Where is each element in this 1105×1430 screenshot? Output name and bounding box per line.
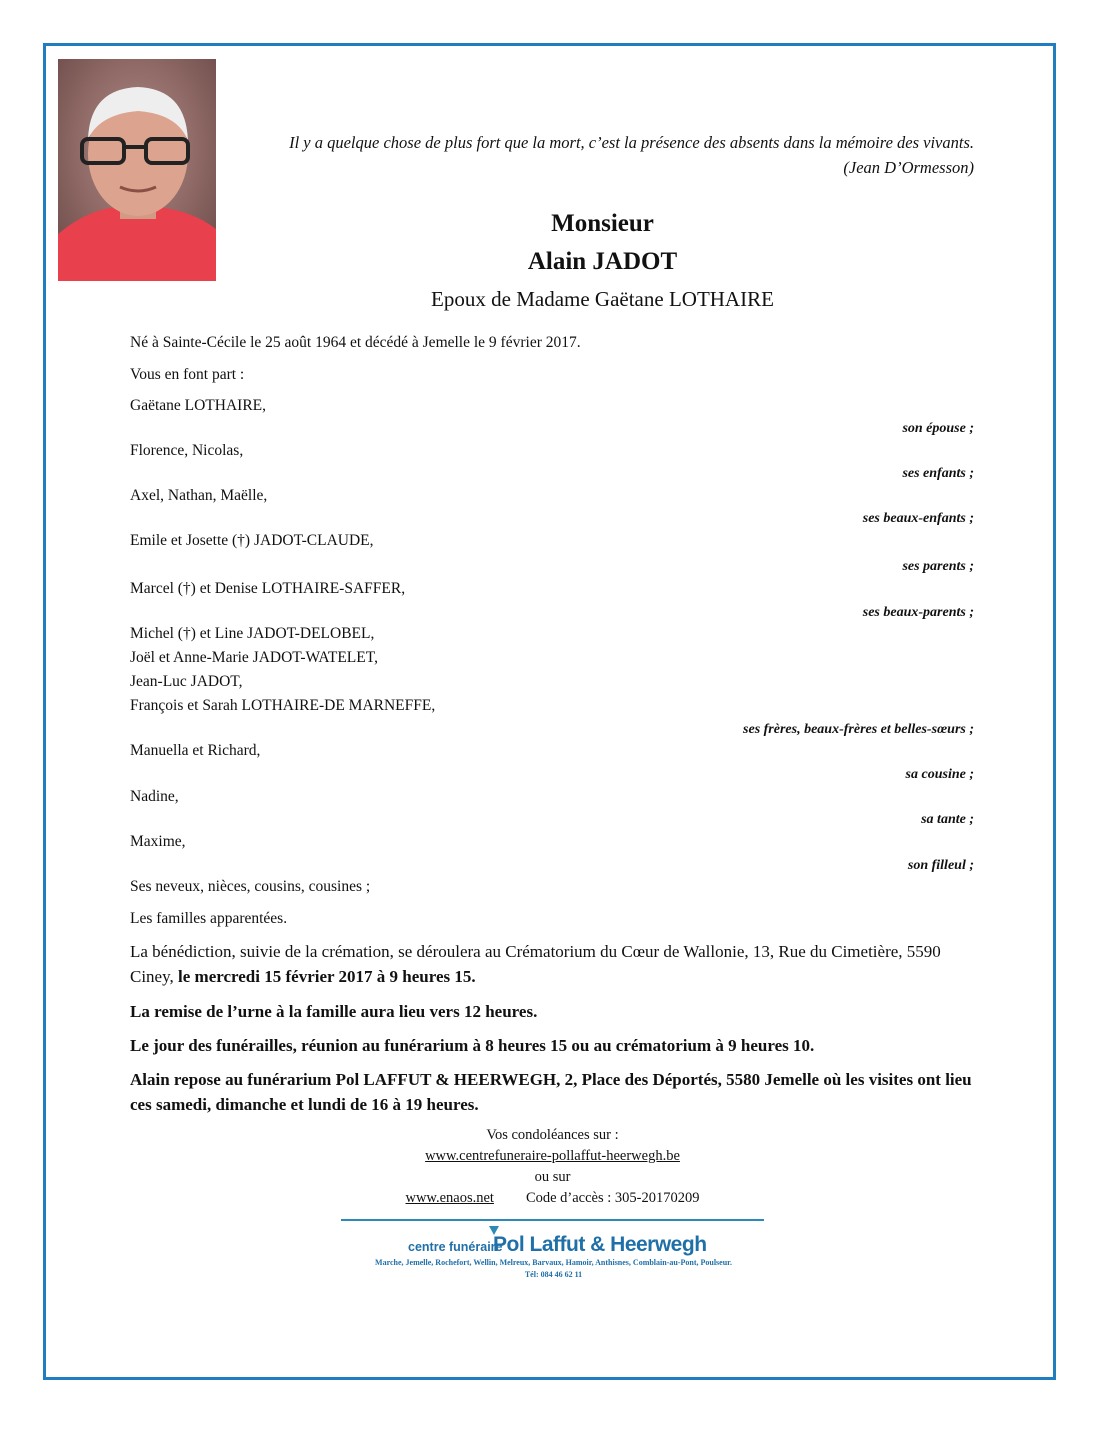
ceremony-text: La bénédiction, suivie de la crémation, se déroulera au Crématorium du Cœur de Wallonie, 13, Rue du Cimetière, 5590 Ciney, <box>130 942 941 986</box>
funeral-home-logo <box>356 1225 751 1283</box>
deceased-name: Alain JADOT <box>527 248 678 275</box>
logo-towns: Marche, Jemelle, Rochefort, Wellin, Melreux, Barvaux, Hamoir, Anthisnes, Comblain-au-Pont, Poulseur. <box>375 1258 732 1267</box>
family-relation: sa cousine ; <box>905 767 974 782</box>
access-code: Code d’accès : 305-20170209 <box>525 1190 700 1206</box>
families-line: Les familles apparentées. <box>130 910 288 927</box>
or-label: ou sur <box>534 1169 571 1185</box>
family-names: Gaëtane LOTHAIRE, <box>130 397 267 414</box>
family-names: Joël et Anne-Marie JADOT-WATELET, <box>130 649 378 666</box>
honorific: Monsieur <box>551 210 654 237</box>
spouse-line: Epoux de Madame Gaëtane LOTHAIRE <box>431 287 774 311</box>
logo-divider <box>341 1219 764 1221</box>
family-relation: ses beaux-parents ; <box>862 605 974 620</box>
urn-notice: La remise de l’urne à la famille aura lieu vers 12 heures. <box>130 1002 538 1021</box>
logo-name: Pol Laffut & Heerwegh <box>493 1233 707 1256</box>
family-names: Axel, Nathan, Maëlle, <box>130 487 268 504</box>
epigraph-quote: Il y a quelque chose de plus fort que la mort, c’est la présence des absents dans la mémoire des vivants. (Jean D’Ormesson) <box>289 133 974 177</box>
condolences-link[interactable]: www.centrefuneraire-pollaffut-heerwegh.be <box>425 1148 680 1164</box>
family-names: Manuella et Richard, <box>130 742 261 759</box>
family-relation: son filleul ; <box>907 858 974 873</box>
birth-death-line: Né à Sainte-Cécile le 25 août 1964 et décédé à Jemelle le 9 février 2017. <box>130 334 581 351</box>
family-names: Maxime, <box>130 833 186 850</box>
family-names: Emile et Josette (†) JADOT-CLAUDE, <box>130 532 374 549</box>
family-relation: ses parents ; <box>902 559 974 574</box>
logo-subtitle: centre funéraire <box>408 1240 503 1254</box>
meeting-notice: Le jour des funérailles, réunion au funérarium à 8 heures 15 ou au crématorium à 9 heures 10. <box>130 1036 815 1055</box>
family-names: Florence, Nicolas, <box>130 442 244 459</box>
enaos-link[interactable]: www.enaos.net <box>405 1190 494 1206</box>
family-relation: son épouse ; <box>902 421 974 436</box>
enaos-row <box>0 1190 1105 1207</box>
ceremony-paragraph <box>130 939 975 989</box>
logo-phone: Tél: 084 46 62 11 <box>524 1270 583 1279</box>
family-names: Nadine, <box>130 788 179 805</box>
family-relation: ses frères, beaux-frères et belles-sœurs ; <box>743 722 974 737</box>
condolences-link-row <box>0 1148 1105 1165</box>
family-names: Jean-Luc JADOT, <box>130 673 243 690</box>
ceremony-date: le mercredi 15 février 2017 à 9 heures 15. <box>178 967 476 986</box>
family-relation: ses beaux-enfants ; <box>862 511 974 526</box>
family-relation: sa tante ; <box>921 812 974 827</box>
family-names: Michel (†) et Line JADOT-DELOBEL, <box>130 625 375 642</box>
announcement-intro: Vous en font part : <box>130 366 245 383</box>
condolences-label: Vos condoléances sur : <box>486 1127 619 1143</box>
visitation-notice: Alain repose au funérarium Pol LAFFUT & HEERWEGH, 2, Place des Déportés, 5580 Jemelle où les visites ont lieu ces samedi, dimanche et lundi de 16 à 19 heures. <box>130 1070 972 1114</box>
family-relation: ses enfants ; <box>902 466 974 481</box>
nephews-line: Ses neveux, nièces, cousins, cousines ; <box>130 878 371 895</box>
family-names: Marcel (†) et Denise LOTHAIRE-SAFFER, <box>130 580 406 597</box>
family-names: François et Sarah LOTHAIRE-DE MARNEFFE, <box>130 697 436 714</box>
